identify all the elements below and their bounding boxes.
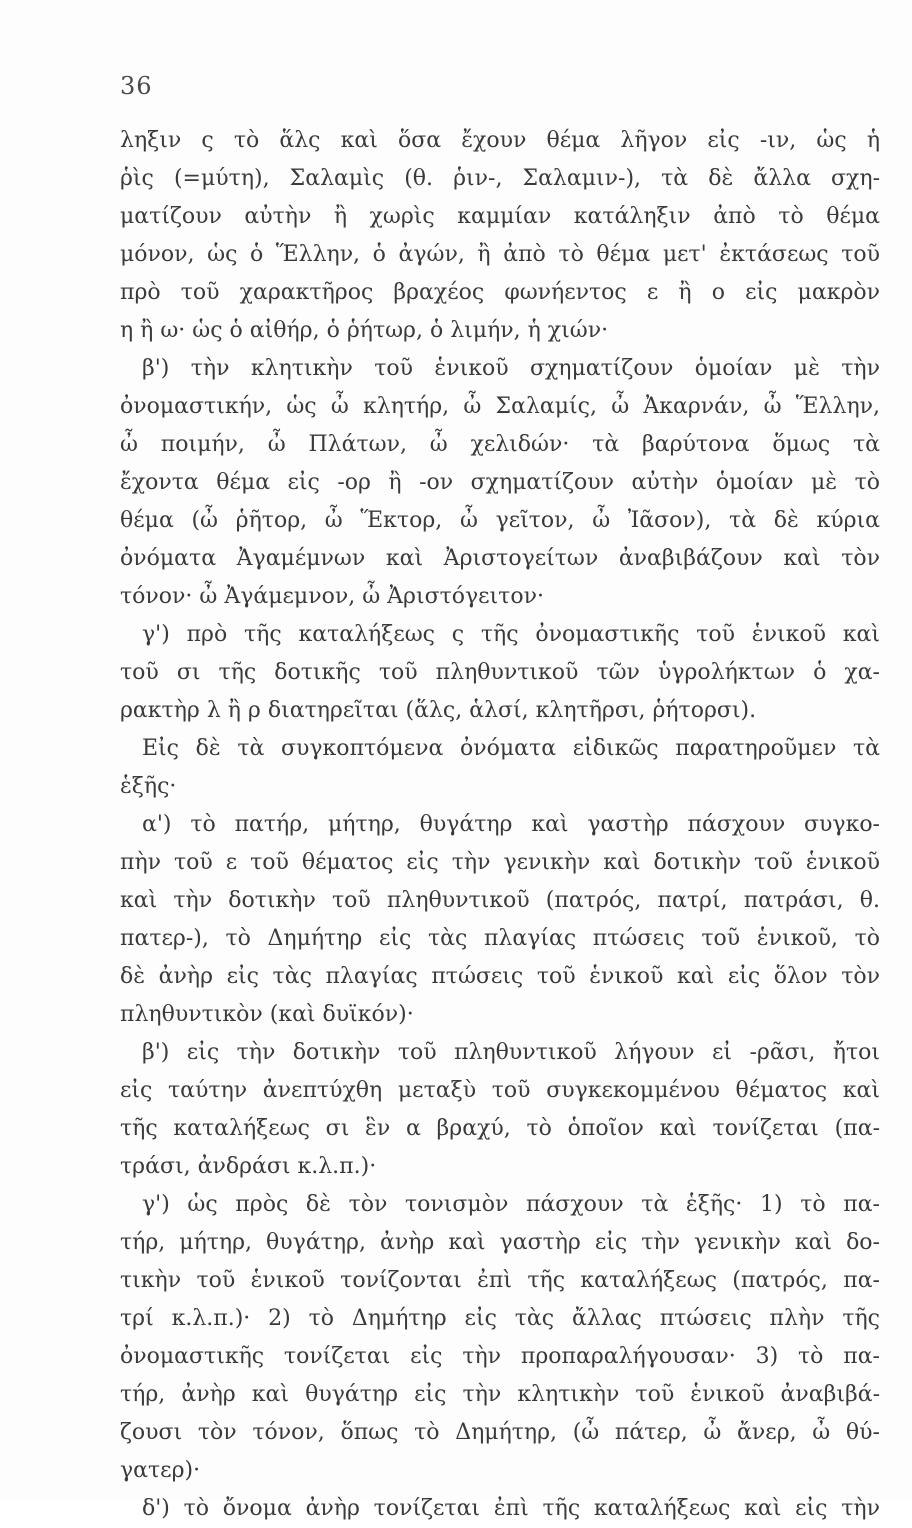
- text-line: πὴν τοῦ ε τοῦ θέματος εἰς τὴν γενικὴν καὶ δοτικὴν τοῦ ἑνικοῦ: [120, 850, 880, 875]
- text-line: τήρ, μήτηρ, θυγάτηρ, ἀνὴρ καὶ γαστὴρ εἰς τὴν γενικὴν καὶ δο-: [120, 1230, 880, 1255]
- text-line: β') εἰς τὴν δοτικὴν τοῦ πληθυντικοῦ λήγουν εἰ -ρᾶσι, ἤτοι: [142, 1040, 880, 1065]
- text-line: α') τὸ πατήρ, μήτηρ, θυγάτηρ καὶ γαστὴρ πάσχουν συγκο-: [142, 812, 880, 837]
- text-line: τράσι, ἀνδράσι κ.λ.π.)·: [120, 1154, 377, 1179]
- text-line: ρακτὴρ λ ἢ ρ διατηρεῖται (ἅλς, ἁλσί, κλητῆρσι, ῥήτορσι).: [120, 698, 757, 723]
- text-line: ὀνομαστικῆς τονίζεται εἰς τὴν προπαραλήγουσαν· 3) τὸ πα-: [120, 1344, 880, 1369]
- text-line: γ') ὡς πρὸς δὲ τὸν τονισμὸν πάσχουν τὰ ἑξῆς· 1) τὸ πα-: [142, 1192, 880, 1217]
- text-line: ὀνομαστικήν, ὡς ὦ κλητήρ, ὦ Σαλαμίς, ὦ Ἀκαρνάν, ὦ Ἕλλην,: [120, 394, 880, 419]
- text-line: πατερ-), τὸ Δημήτηρ εἰς τὰς πλαγίας πτώσεις τοῦ ἑνικοῦ, τὸ: [120, 926, 880, 951]
- text-line: εἰς ταύτην ἀνεπτύχθη μεταξὺ τοῦ συγκεκομμένου θέματος καὶ: [120, 1078, 880, 1103]
- text-line: πρὸ τοῦ χαρακτῆρος βραχέος φωνήεντος ε ἢ ο εἰς μακρὸν: [120, 280, 880, 305]
- text-line: β') τὴν κλητικὴν τοῦ ἑνικοῦ σχηματίζουν ὁμοίαν μὲ τὴν: [142, 356, 880, 381]
- body-text: [120, 122, 880, 1528]
- text-line: ματίζουν αὐτὴν ἢ χωρὶς καμμίαν κατάληξιν ἀπὸ τὸ θέμα: [120, 204, 880, 229]
- text-line: ζουσι τὸν τόνον, ὅπως τὸ Δημήτηρ, (ὦ πάτερ, ὦ ἄνερ, ὦ θύ-: [120, 1420, 880, 1445]
- text-line: τόνον· ὦ Ἀγάμεμνον, ὦ Ἀριστόγειτον·: [120, 584, 544, 609]
- text-line: γ') πρὸ τῆς καταλήξεως ς τῆς ὀνομαστικῆς τοῦ ἑνικοῦ καὶ: [142, 622, 880, 647]
- text-line: τοῦ σι τῆς δοτικῆς τοῦ πληθυντικοῦ τῶν ὑγρολήκτων ὁ χα-: [120, 660, 880, 685]
- text-line: η ἢ ω· ὡς ὁ αἰθήρ, ὁ ῥήτωρ, ὁ λιμήν, ἡ χιών·: [120, 318, 609, 343]
- text-line: ἑξῆς·: [120, 774, 177, 799]
- text-line: τρί κ.λ.π.)· 2) τὸ Δημήτηρ εἰς τὰς ἄλλας πτώσεις πλὴν τῆς: [120, 1306, 880, 1331]
- text-line: τήρ, ἀνὴρ καὶ θυγάτηρ εἰς τὴν κλητικὴν τοῦ ἑνικοῦ ἀναβιβά-: [120, 1382, 880, 1407]
- page-number: 36: [120, 72, 153, 100]
- text-line: πληθυντικὸν (καὶ δυϊκόν)·: [120, 1002, 414, 1027]
- text-line: γατερ)·: [120, 1458, 201, 1483]
- text-line: μόνον, ὡς ὁ Ἕλλην, ὁ ἀγών, ἢ ἀπὸ τὸ θέμα μετ' ἐκτάσεως τοῦ: [120, 242, 880, 267]
- text-line: ῥὶς (=μύτη), Σαλαμὶς (θ. ῥιν-, Σαλαμιν-), τὰ δὲ ἄλλα σχη-: [120, 166, 880, 191]
- text-line: ὦ ποιμήν, ὦ Πλάτων, ὦ χελιδών· τὰ βαρύτονα ὅμως τὰ: [120, 432, 880, 457]
- text-line: ὀνόματα Ἀγαμέμνων καὶ Ἀριστογείτων ἀναβιβάζουν καὶ τὸν: [120, 546, 880, 571]
- text-line: θέμα (ὦ ῥῆτορ, ὦ Ἕκτορ, ὦ γεῖτον, ὦ Ἰᾶσον), τὰ δὲ κύρια: [120, 508, 880, 533]
- text-line: τῆς καταλήξεως σι ἓν α βραχύ, τὸ ὁποῖον καὶ τονίζεται (πα-: [120, 1116, 880, 1141]
- text-line: δὲ ἀνὴρ εἰς τὰς πλαγίας πτώσεις τοῦ ἑνικοῦ καὶ εἰς ὅλον τὸν: [120, 964, 880, 989]
- text-line: ληξιν ς τὸ ἅλς καὶ ὅσα ἔχουν θέμα λῆγον εἰς -ιν, ὡς ἡ: [120, 128, 880, 153]
- text-line: καὶ τὴν δοτικὴν τοῦ πληθυντικοῦ (πατρός, πατρί, πατράσι, θ.: [120, 888, 880, 913]
- text-line: ἔχοντα θέμα εἰς -ορ ἢ -ον σχηματίζουν αὐτὴν ὁμοίαν μὲ τὸ: [120, 470, 880, 495]
- text-line: τικὴν τοῦ ἑνικοῦ τονίζονται ἐπὶ τῆς καταλήξεως (πατρός, πα-: [120, 1268, 880, 1293]
- text-line: Εἰς δὲ τὰ συγκοπτόμενα ὀνόματα εἰδικῶς παρατηροῦμεν τὰ: [142, 736, 880, 761]
- text-line: δ') τὸ ὄνομα ἀνὴρ τονίζεται ἐπὶ τῆς καταλήξεως καὶ εἰς τὴν: [142, 1496, 880, 1521]
